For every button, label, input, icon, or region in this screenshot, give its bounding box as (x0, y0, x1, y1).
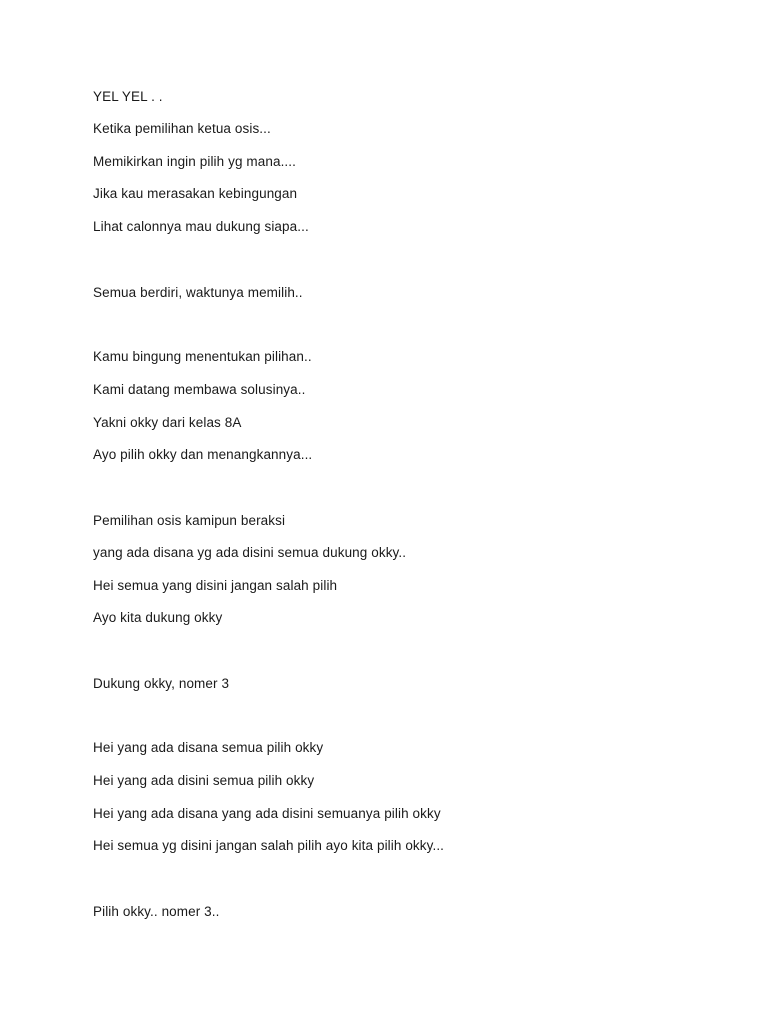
text-line: Memikirkan ingin pilih yg mana.... (93, 154, 296, 169)
text-line: Ketika pemilihan ketua osis... (93, 121, 271, 136)
text-line: Dukung okky, nomer 3 (93, 676, 230, 691)
document-title: YEL YEL . . (93, 89, 163, 104)
text-line: Hei yang ada disini semua pilih okky (93, 773, 315, 788)
text-line: Kami datang membawa solusinya.. (93, 382, 306, 397)
text-line: Ayo kita dukung okky (93, 610, 223, 625)
text-line: yang ada disana yg ada disini semua dukung okky.. (93, 545, 407, 560)
text-line: Pilih okky.. nomer 3.. (93, 904, 220, 919)
text-line: Pemilihan osis kamipun beraksi (93, 513, 286, 528)
text-line: Lihat calonnya mau dukung siapa... (93, 219, 309, 234)
text-line: Jika kau merasakan kebingungan (93, 186, 298, 201)
text-line: Kamu bingung menentukan pilihan.. (93, 349, 312, 364)
text-line: Ayo pilih okky dan menangkannya... (93, 447, 313, 462)
text-line: Hei semua yg disini jangan salah pilih ayo kita pilih okky... (93, 838, 445, 853)
text-line: Hei yang ada disana semua pilih okky (93, 740, 324, 755)
text-line: Yakni okky dari kelas 8A (93, 415, 242, 430)
text-line: Hei yang ada disana yang ada disini semuanya pilih okky (93, 806, 441, 821)
text-line: Hei semua yang disini jangan salah pilih (93, 578, 338, 593)
text-line: Semua berdiri, waktunya memilih.. (93, 285, 303, 300)
